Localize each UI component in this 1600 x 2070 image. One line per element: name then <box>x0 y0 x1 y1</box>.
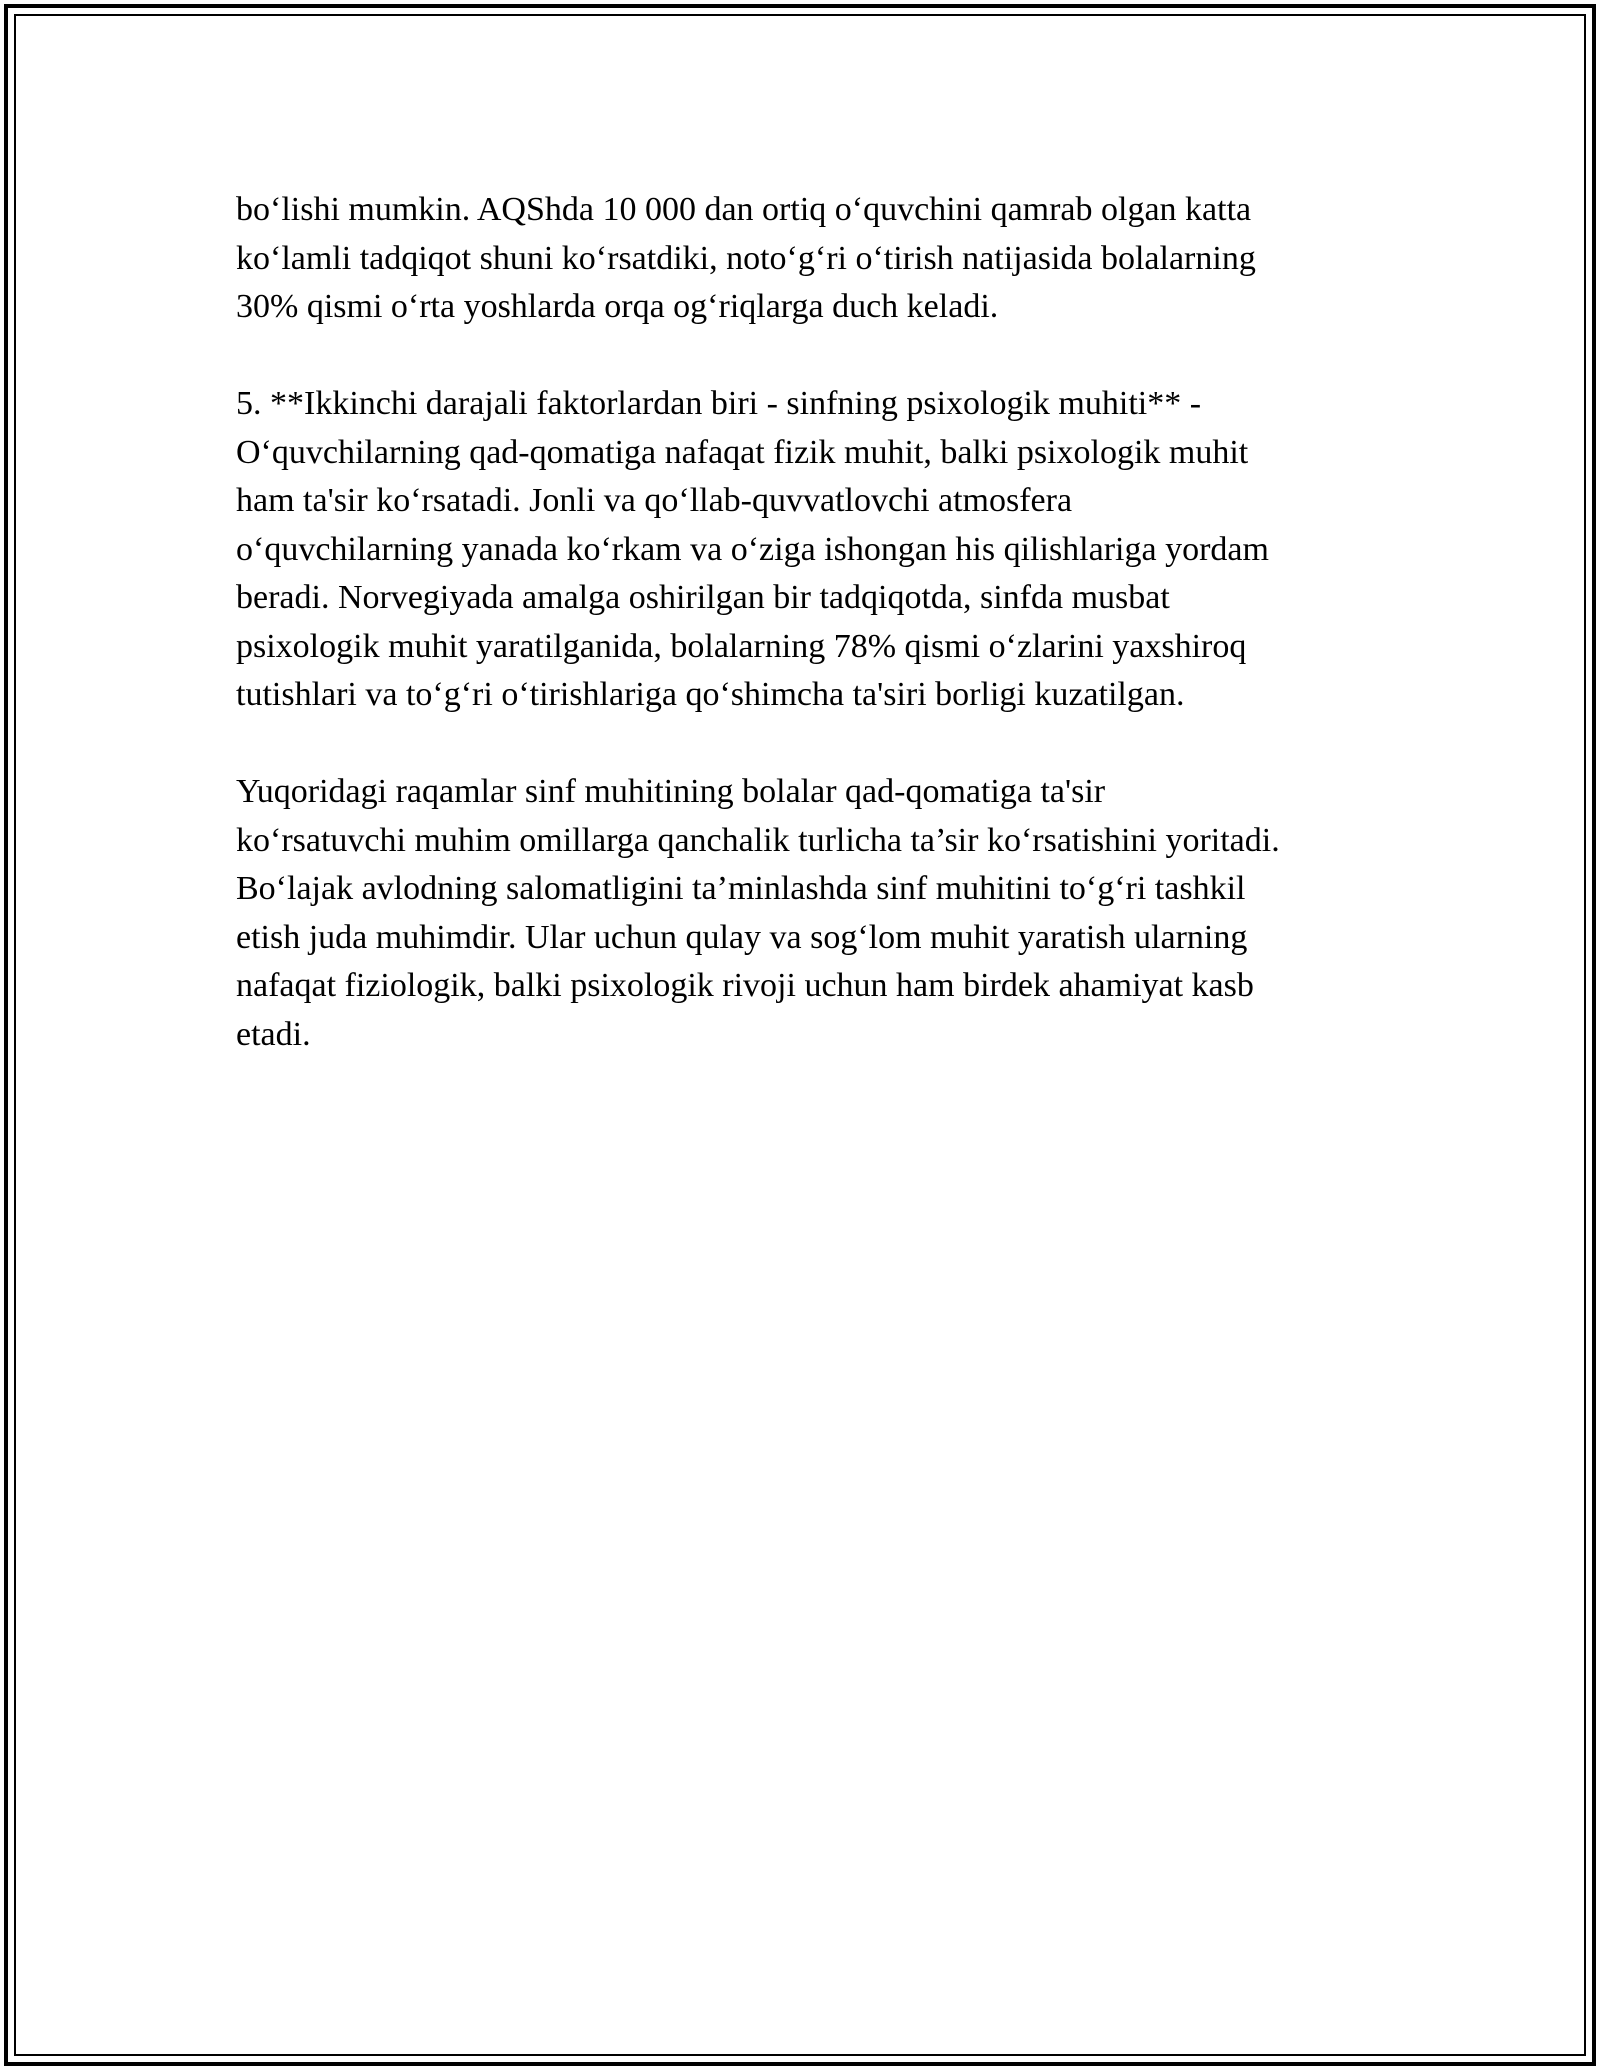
document-body <box>236 186 1386 1108</box>
paragraph-1 <box>236 186 1386 332</box>
paragraph-line: etadi. <box>236 1015 311 1053</box>
paragraph-2 <box>236 380 1386 720</box>
paragraph-line: nafaqat fiziologik, balki psixologik rivoji uchun ham birdek ahamiyat kasb <box>236 967 1254 1004</box>
paragraph-line: o‘quvchilarning yanada ko‘rkam va o‘ziga ishongan his qilishlariga yordam <box>236 530 1269 568</box>
paragraph-line: Bo‘lajak avlodning salomatligini ta’minlashda sinf muhitini to‘g‘ri tashkil <box>236 870 1246 907</box>
paragraph-line: bo‘lishi mumkin. AQShda 10 000 dan ortiq o‘quvchini qamrab olgan katta <box>236 191 1252 228</box>
paragraph-line: 30% qismi o‘rta yoshlarda orqa og‘riqlarga duch keladi. <box>236 288 999 325</box>
paragraph-line: tutishlari va to‘g‘ri o‘tirishlariga qo‘shimcha ta'siri borligi kuzatilgan. <box>236 676 1185 713</box>
paragraph-line: ko‘lamli tadqiqot shuni ko‘rsatdiki, noto‘g‘ri o‘tirish natijasida bolalarning <box>236 239 1256 277</box>
paragraph-line: ko‘rsatuvchi muhim omillarga qanchalik turlicha ta’sir ko‘rsatishini yoritadi. <box>236 821 1280 859</box>
paragraph-line: beradi. Norvegiyada amalga oshirilgan bir tadqiqotda, sinfda musbat <box>236 579 1170 616</box>
paragraph-line: O‘quvchilarning qad-qomatiga nafaqat fizik muhit, balki psixologik muhit <box>236 433 1249 471</box>
paragraph-line: ham ta'sir ko‘rsatadi. Jonli va qo‘llab-quvvatlovchi atmosfera <box>236 482 1073 519</box>
paragraph-line: psixologik muhit yaratilganida, bolalarning 78% qismi o‘zlarini yaxshiroq <box>236 627 1247 665</box>
paragraph-line: Yuqoridagi raqamlar sinf muhitining bolalar qad-qomatiga ta'sir <box>236 773 1106 810</box>
paragraph-line: 5. **Ikkinchi darajali faktorlardan biri - sinfning psixologik muhiti** - <box>236 385 1202 422</box>
paragraph-line: etish juda muhimdir. Ular uchun qulay va sog‘lom muhit yaratish ularning <box>236 918 1248 956</box>
paragraph-3 <box>236 768 1386 1059</box>
